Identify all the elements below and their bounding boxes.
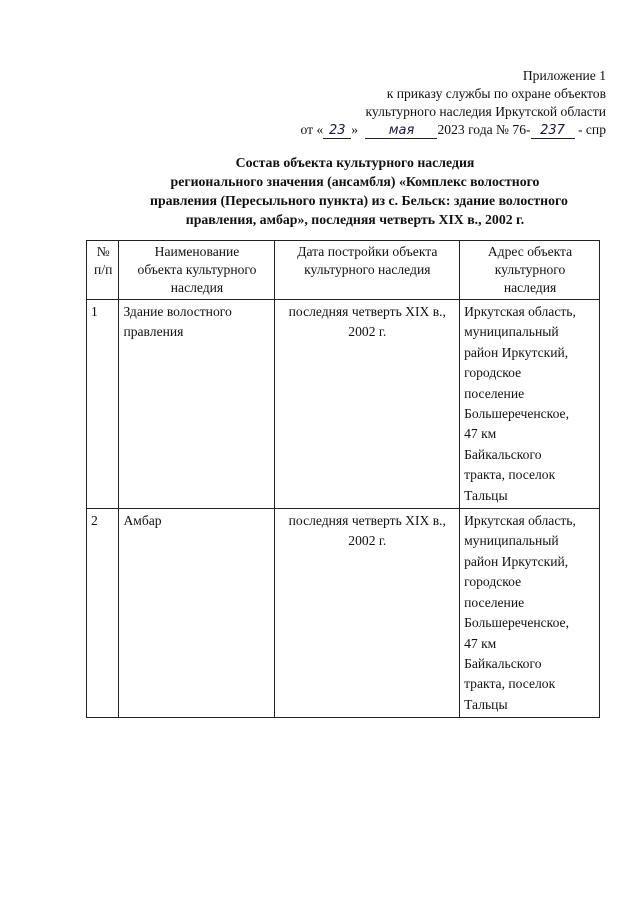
table-header-row <box>87 241 600 300</box>
address-line: Байкальского <box>464 655 542 671</box>
title-line: правления (Пересыльного пункта) из с. Бельск: здание волостного <box>150 193 568 208</box>
object-name <box>119 300 274 509</box>
order-reference-line: к приказу службы по охране объектов <box>386 86 606 101</box>
date-month-field <box>365 123 437 139</box>
row-number: 2 <box>87 509 119 718</box>
heritage-composition-table <box>86 240 600 718</box>
address-line: поселение <box>464 594 525 610</box>
date-line: последняя четверть XIX в., <box>288 304 446 319</box>
header-address <box>460 241 600 300</box>
table-row <box>87 300 600 509</box>
address-line: Байкальского <box>464 446 542 462</box>
header-number <box>87 241 119 300</box>
order-number-field <box>531 123 575 139</box>
address-line: городское <box>464 365 522 381</box>
address-line: Тальцы <box>464 487 508 503</box>
address-line: район Иркутский, <box>464 344 569 360</box>
address-line: Тальцы <box>464 696 508 712</box>
header-text: наследия <box>170 280 224 295</box>
date-line: последняя четверть XIX в., <box>288 513 446 529</box>
date-day-field <box>323 123 351 139</box>
header-name <box>119 241 274 300</box>
agency-name-line: культурного наследия Иркутской области <box>365 104 606 119</box>
title-line: правления, амбар», последняя четверть XIX в., 2002 г. <box>185 212 525 227</box>
date-year-text: 2023 года № 76- <box>437 122 531 137</box>
header-text: п/п <box>94 262 113 277</box>
table-row <box>87 509 600 718</box>
date-day-handwritten: 23 <box>329 123 346 138</box>
header-text: наследия <box>503 280 557 295</box>
object-name-line: правления <box>123 324 184 340</box>
date-mid: » <box>351 122 359 137</box>
header-text: № <box>96 244 110 259</box>
date-month-handwritten: мая <box>388 123 415 138</box>
address-line: тракта, поселок <box>464 676 556 692</box>
address-line: городское <box>464 574 522 590</box>
order-number-handwritten: 237 <box>540 123 565 138</box>
address-line: район Иркутский, <box>464 553 569 569</box>
address-line: Большереченское, <box>464 406 569 422</box>
address-line: 47 км <box>464 635 497 651</box>
construction-date <box>274 300 460 509</box>
order-date-line <box>301 121 606 139</box>
object-address <box>460 300 600 509</box>
construction-date <box>274 509 460 718</box>
header-text: объекта культурного <box>137 262 257 277</box>
row-number: 1 <box>87 300 119 509</box>
address-line: поселение <box>464 385 525 401</box>
appendix-label: Приложение 1 <box>522 68 606 83</box>
object-address <box>460 509 600 718</box>
address-line: Иркутская область, <box>464 304 576 319</box>
date-suffix: - спр <box>577 122 606 137</box>
document-title <box>150 153 568 229</box>
address-line: 47 км <box>464 426 497 442</box>
address-line: Большереченское, <box>464 615 569 631</box>
address-line: муниципальный <box>464 533 559 549</box>
header-text: Дата постройки объекта <box>297 244 438 259</box>
header-date <box>274 241 460 300</box>
title-line: Состав объекта культурного наследия <box>235 155 475 170</box>
title-line: регионального значения (ансамбля) «Комплекс волостного <box>170 174 540 189</box>
date-prefix: от « <box>300 122 324 137</box>
date-line: 2002 г. <box>348 324 387 340</box>
address-line: Иркутская область, <box>464 513 576 529</box>
address-line: тракта, поселок <box>464 467 556 483</box>
object-name-line: Амбар <box>123 513 162 529</box>
header-text: Адрес объекта <box>487 244 573 259</box>
date-line: 2002 г. <box>348 533 387 549</box>
object-name <box>119 509 274 718</box>
header-text: Наименование <box>154 244 240 259</box>
object-name-line: Здание волостного <box>123 304 232 319</box>
header-text: культурного наследия <box>304 262 431 277</box>
header-text: культурного <box>494 262 566 277</box>
address-line: муниципальный <box>464 324 559 340</box>
